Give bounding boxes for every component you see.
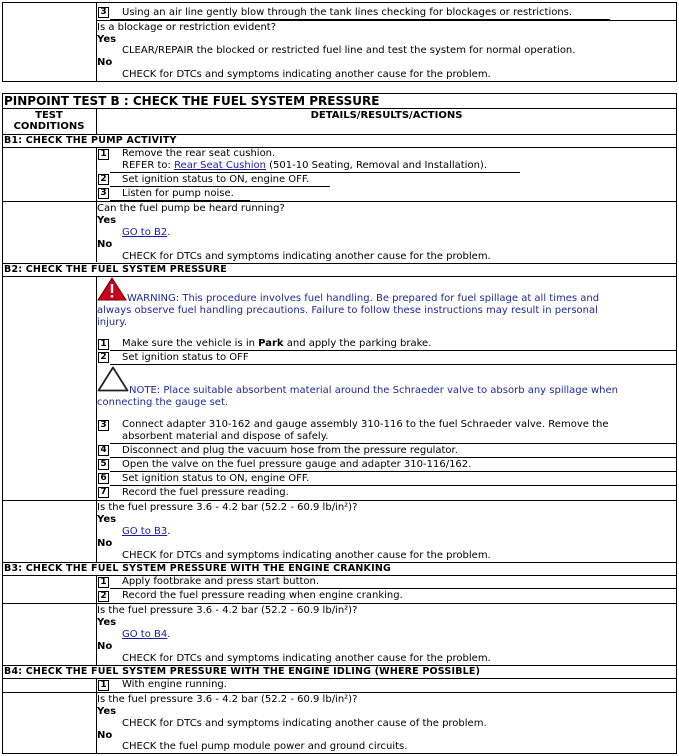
- no-label: No: [97, 641, 113, 652]
- go-to-b4-link[interactable]: GO to B4: [122, 629, 168, 640]
- note-icon: [97, 366, 129, 392]
- question: Is the fuel pressure 3.6 - 4.2 bar (52.2 - 60.9 lb/in²)?: [97, 694, 358, 705]
- no-action: CHECK for DTCs and symptoms indicating another cause for the problem.: [122, 550, 491, 561]
- step-number: 2: [98, 352, 109, 363]
- yes-suffix: .: [167, 526, 171, 537]
- col-header-conditions-1: TEST: [35, 110, 63, 121]
- question: Is the fuel pressure 3.6 - 4.2 bar (52.2 - 60.9 lb/in²)?: [97, 605, 358, 616]
- step-text-park: Park: [258, 338, 284, 349]
- no-label: No: [97, 538, 113, 549]
- step-text: Set ignition status to OFF: [122, 352, 249, 363]
- yes-label: Yes: [97, 34, 117, 45]
- yes-action: [122, 526, 170, 538]
- step-number: 1: [98, 149, 109, 160]
- b1-steps-divider: [2, 201, 677, 202]
- yes-action: [122, 629, 170, 641]
- no-label: No: [97, 239, 113, 250]
- b4-heading-divider: [2, 678, 677, 679]
- question: Is the fuel pressure 3.6 - 4.2 bar (52.2 - 60.9 lb/in²)?: [97, 502, 358, 513]
- b1-heading: B1: CHECK THE PUMP ACTIVITY: [4, 135, 177, 146]
- b4-heading: B4: CHECK THE FUEL SYSTEM PRESSURE WITH THE ENGINE IDLING (WHERE POSSIBLE): [4, 666, 481, 677]
- no-label: No: [97, 730, 113, 741]
- step-number: 2: [98, 591, 109, 602]
- yes-label: Yes: [97, 215, 117, 226]
- step-text-pre: Make sure the vehicle is in: [122, 338, 255, 349]
- step-text: Apply footbrake and press start button.: [122, 576, 320, 587]
- b2-steps-divider: [2, 500, 677, 501]
- refer-line: [122, 160, 487, 172]
- warning-text-line1: WARNING: This procedure involves fuel handling. Be prepared for fuel spillage at all times and: [127, 293, 600, 304]
- step-number: 3: [98, 420, 109, 431]
- b1-heading-divider: [2, 147, 677, 148]
- step-text: Record the fuel pressure reading.: [122, 487, 289, 498]
- step-text: Record the fuel pressure reading when engine cranking.: [122, 590, 403, 601]
- question: Can the fuel pump be heard running?: [97, 203, 285, 214]
- step-underline: [110, 186, 330, 187]
- refer-prefix: REFER to:: [122, 160, 171, 171]
- step-number: 1: [98, 680, 109, 691]
- note-text-line1: NOTE: Place suitable absorbent material around the Schraeder valve to absorb any spillage when: [129, 385, 618, 396]
- col-header-details: DETAILS/RESULTS/ACTIONS: [310, 110, 463, 121]
- yes-suffix: .: [167, 629, 171, 640]
- step-number: 4: [98, 445, 109, 456]
- pinpoint-test-title: PINPOINT TEST B : CHECK THE FUEL SYSTEM PRESSURE: [4, 94, 380, 108]
- no-action: CHECK for DTCs and symptoms indicating another cause for the problem.: [122, 69, 491, 80]
- no-action: CHECK the fuel pump module power and ground circuits.: [122, 741, 408, 752]
- yes-label: Yes: [97, 617, 117, 628]
- go-to-b3-link[interactable]: GO to B3: [122, 526, 168, 537]
- step-number: 3: [98, 7, 109, 18]
- go-to-b2-link[interactable]: GO to B2: [122, 227, 168, 238]
- b3-heading: B3: CHECK THE FUEL SYSTEM PRESSURE WITH THE ENGINE CRANKING: [4, 563, 391, 574]
- step-text: [122, 338, 431, 350]
- col-header-conditions-2: CONDITIONS: [13, 121, 85, 132]
- warning-text-line3: injury.: [97, 317, 128, 328]
- step-underline: [110, 485, 677, 486]
- step-underline: [110, 588, 677, 589]
- step-number: 2: [98, 174, 109, 185]
- step-text: Open the valve on the fuel pressure gauge and adapter 310-116/162.: [122, 459, 472, 470]
- step-text: Set ignition status to ON, engine OFF.: [122, 174, 310, 185]
- warning-icon: [97, 277, 127, 301]
- refer-suffix: (501-10 Seating, Removal and Installation).: [269, 160, 487, 171]
- yes-label: Yes: [97, 514, 117, 525]
- step-number: 1: [98, 577, 109, 588]
- step-text-line2: absorbent material and dispose of safely.: [122, 431, 329, 442]
- yes-suffix: .: [167, 227, 171, 238]
- warning-text-line2: always observe fuel handling precautions. Failure to follow these instructions may result in personal: [97, 305, 598, 316]
- step-underline: [110, 471, 677, 472]
- step-underline: [110, 172, 520, 173]
- top-block-row-divider: [96, 20, 677, 21]
- step-number: 7: [98, 487, 109, 498]
- step-text: With engine running.: [122, 679, 227, 690]
- yes-action: [122, 227, 170, 239]
- b4-steps-divider: [2, 692, 677, 693]
- step-number: 6: [98, 473, 109, 484]
- step-text: Disconnect and plug the vacuum hose from the pressure regulator.: [122, 445, 458, 456]
- no-label: No: [97, 57, 113, 68]
- b3-steps-divider: [2, 603, 677, 604]
- title-divider: [2, 108, 677, 109]
- step-number: 3: [98, 188, 109, 199]
- step-text-line1: Connect adapter 310-162 and gauge assembly 310-116 to the fuel Schraeder valve. Remove the: [122, 419, 609, 430]
- b2-heading: B2: CHECK THE FUEL SYSTEM PRESSURE: [4, 264, 227, 275]
- step-text: Listen for pump noise.: [122, 188, 234, 199]
- note-text-line2: connecting the gauge set.: [97, 397, 229, 408]
- b3-heading-divider: [2, 575, 677, 576]
- no-action: CHECK for DTCs and symptoms indicating another cause for the problem.: [122, 653, 491, 664]
- step-text: Set ignition status to ON, engine OFF.: [122, 473, 310, 484]
- step-underline: [110, 350, 677, 351]
- yes-action: CHECK for DTCs and symptoms indicating another cause of the problem.: [122, 718, 487, 729]
- step-number: 1: [98, 339, 109, 350]
- step-underline: [110, 364, 677, 365]
- step-text: Using an air line gently blow through the tank lines checking for blockages or restrictions.: [122, 7, 573, 18]
- rear-seat-cushion-link[interactable]: Rear Seat Cushion: [174, 160, 266, 171]
- question: Is a blockage or restriction evident?: [97, 22, 277, 33]
- step-text-post: and apply the parking brake.: [286, 338, 432, 349]
- yes-label: Yes: [97, 706, 117, 717]
- step-underline: [110, 457, 677, 458]
- yes-action: CLEAR/REPAIR the blocked or restricted fuel line and test the system for normal operation.: [122, 45, 576, 56]
- step-underline: [110, 443, 677, 444]
- step-number: 5: [98, 459, 109, 470]
- no-action: CHECK for DTCs and symptoms indicating another cause for the problem.: [122, 251, 491, 262]
- step-text: Remove the rear seat cushion.: [122, 148, 276, 159]
- step-underline: [110, 19, 610, 20]
